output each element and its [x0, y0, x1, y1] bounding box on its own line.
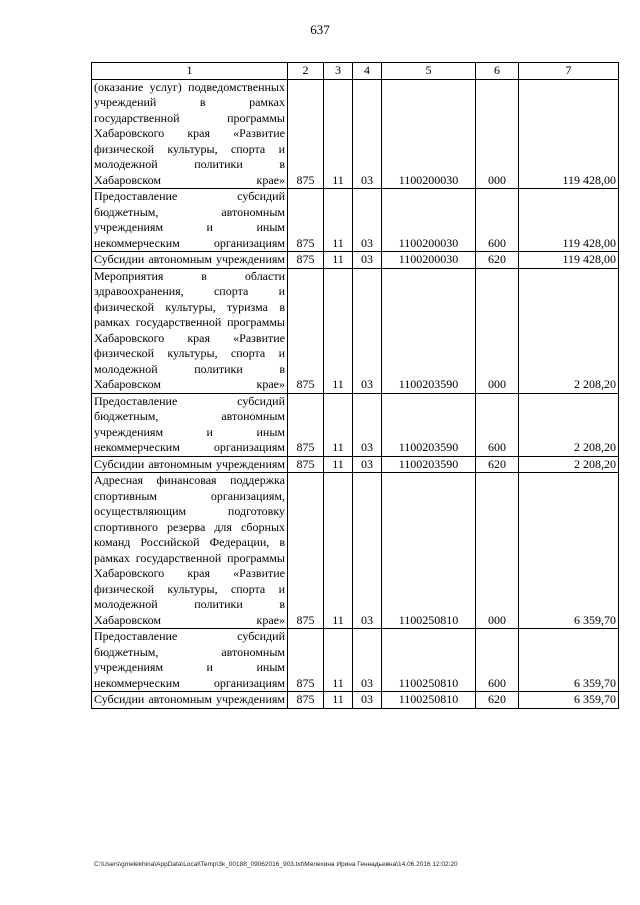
table-header-row — [92, 63, 619, 80]
cell-amount: 6 359,70 — [519, 473, 619, 629]
cell-section: 11 — [324, 393, 353, 456]
cell-subsection: 03 — [353, 692, 382, 709]
table-row — [92, 268, 619, 393]
table-row — [92, 189, 619, 252]
cell-ministry-code: 875 — [288, 692, 324, 709]
budget-table — [91, 62, 619, 709]
cell-subsection: 03 — [353, 393, 382, 456]
row-description: Адресная финансовая поддержка спортивным организациям, осуществляющим подготовку спортивного резерва для сборных команд Российской Федерации, в рамках государственной программы Хабаровского края «Развитие физической культуры, спорта и молодежной политики в Хабаровском крае» — [92, 473, 288, 629]
cell-subsection: 03 — [353, 189, 382, 252]
table-row — [92, 629, 619, 692]
cell-section: 11 — [324, 629, 353, 692]
cell-expense-type: 600 — [476, 629, 519, 692]
cell-section: 11 — [324, 456, 353, 473]
cell-subsection: 03 — [353, 456, 382, 473]
cell-section: 11 — [324, 268, 353, 393]
cell-ministry-code: 875 — [288, 268, 324, 393]
cell-ministry-code: 875 — [288, 456, 324, 473]
table-row — [92, 473, 619, 629]
row-description: Субсидии автономным учреждениям — [92, 252, 288, 269]
row-description: Предоставление субсидий бюджетным, автономным учреждениям и иным некоммерческим организациям — [92, 189, 288, 252]
cell-subsection: 03 — [353, 473, 382, 629]
cell-expense-type: 600 — [476, 189, 519, 252]
cell-section: 11 — [324, 189, 353, 252]
cell-expense-type: 000 — [476, 79, 519, 189]
cell-section: 11 — [324, 692, 353, 709]
cell-target-article: 1100203590 — [382, 456, 476, 473]
cell-subsection: 03 — [353, 629, 382, 692]
cell-subsection: 03 — [353, 79, 382, 189]
cell-target-article: 1100200030 — [382, 252, 476, 269]
cell-target-article: 1100250810 — [382, 473, 476, 629]
table-row — [92, 79, 619, 189]
column-header: 4 — [353, 63, 382, 80]
row-description: Субсидии автономным учреждениям — [92, 456, 288, 473]
cell-ministry-code: 875 — [288, 629, 324, 692]
table-body — [92, 79, 619, 708]
row-description: Предоставление субсидий бюджетным, автономным учреждениям и иным некоммерческим организациям — [92, 393, 288, 456]
cell-section: 11 — [324, 252, 353, 269]
cell-target-article: 1100203590 — [382, 268, 476, 393]
column-header: 6 — [476, 63, 519, 80]
footer-path: C:\Users\gmelekhina\AppData\Local\Temp\3k_00188_09062016_903.txt\Мелехина Ирина Геннадьевна\14.06.2016 12:02:20 — [94, 861, 458, 868]
cell-amount: 119 428,00 — [519, 79, 619, 189]
cell-amount: 2 208,20 — [519, 268, 619, 393]
cell-target-article: 1100203590 — [382, 393, 476, 456]
column-header: 7 — [519, 63, 619, 80]
cell-amount: 6 359,70 — [519, 692, 619, 709]
cell-amount: 119 428,00 — [519, 189, 619, 252]
cell-ministry-code: 875 — [288, 79, 324, 189]
row-description: Мероприятия в области здравоохранения, спорта и физической культуры, туризма в рамках государственной программы Хабаровского края «Развитие физической культуры, спорта и молодежной политики в Хабаровском крае» — [92, 268, 288, 393]
table-row — [92, 252, 619, 269]
cell-expense-type: 620 — [476, 252, 519, 269]
cell-amount: 6 359,70 — [519, 629, 619, 692]
cell-expense-type: 620 — [476, 692, 519, 709]
cell-target-article: 1100200030 — [382, 79, 476, 189]
cell-target-article: 1100250810 — [382, 692, 476, 709]
cell-ministry-code: 875 — [288, 189, 324, 252]
cell-amount: 119 428,00 — [519, 252, 619, 269]
cell-expense-type: 000 — [476, 268, 519, 393]
table-row — [92, 456, 619, 473]
cell-ministry-code: 875 — [288, 252, 324, 269]
cell-subsection: 03 — [353, 268, 382, 393]
page-number: 637 — [310, 22, 330, 37]
column-header: 5 — [382, 63, 476, 80]
table-row — [92, 692, 619, 709]
cell-expense-type: 000 — [476, 473, 519, 629]
cell-expense-type: 620 — [476, 456, 519, 473]
cell-target-article: 1100200030 — [382, 189, 476, 252]
column-header: 1 — [92, 63, 288, 80]
cell-section: 11 — [324, 473, 353, 629]
cell-target-article: 1100250810 — [382, 629, 476, 692]
cell-amount: 2 208,20 — [519, 393, 619, 456]
table-row — [92, 393, 619, 456]
row-description: Субсидии автономным учреждениям — [92, 692, 288, 709]
column-header: 3 — [324, 63, 353, 80]
cell-section: 11 — [324, 79, 353, 189]
column-header: 2 — [288, 63, 324, 80]
cell-ministry-code: 875 — [288, 393, 324, 456]
cell-subsection: 03 — [353, 252, 382, 269]
row-description: (оказание услуг) подведомственных учреждений в рамках государственной программы Хабаровского края «Развитие физической культуры, спорта и молодежной политики в Хабаровском крае» — [92, 79, 288, 189]
row-description: Предоставление субсидий бюджетным, автономным учреждениям и иным некоммерческим организациям — [92, 629, 288, 692]
cell-expense-type: 600 — [476, 393, 519, 456]
cell-ministry-code: 875 — [288, 473, 324, 629]
cell-amount: 2 208,20 — [519, 456, 619, 473]
